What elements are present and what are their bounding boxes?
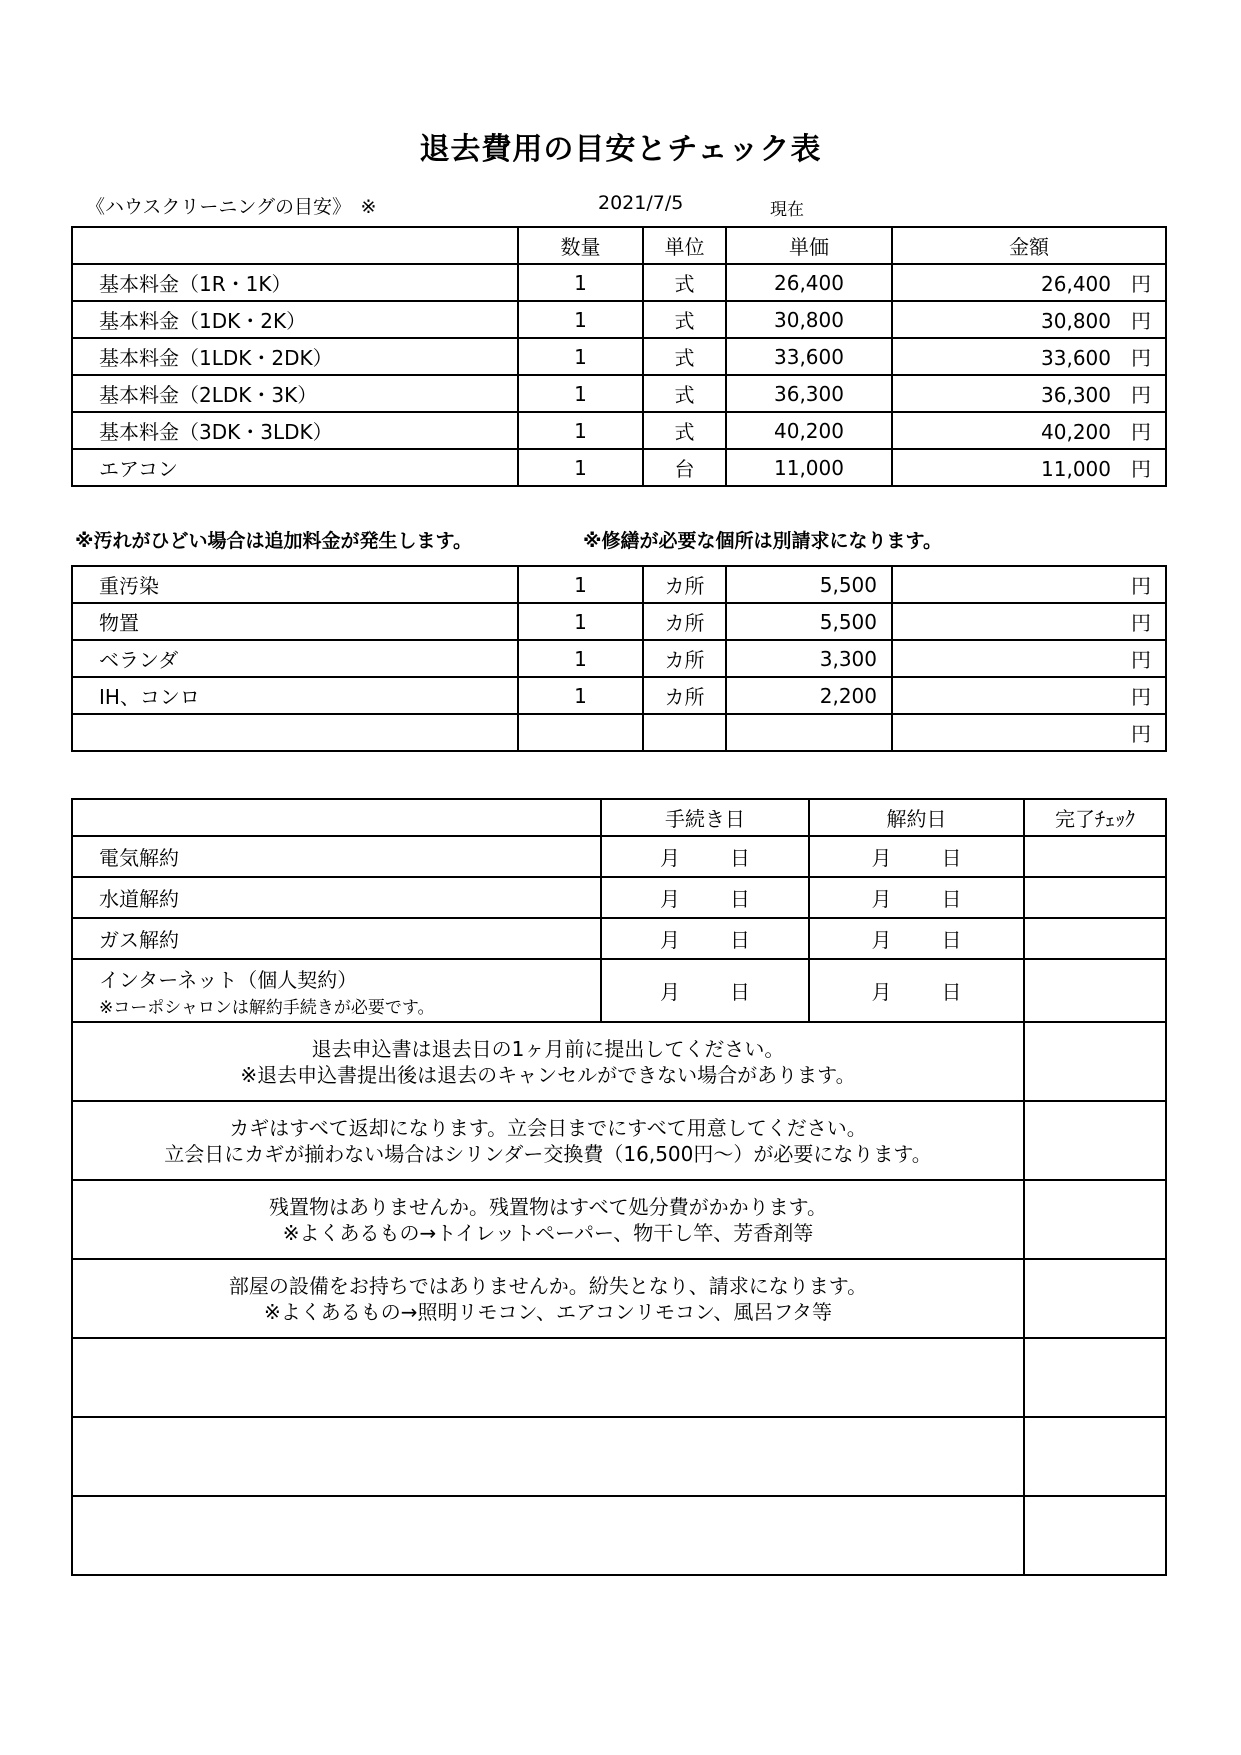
table-row [72,640,1166,677]
table-row [72,375,1166,412]
price-cell [726,714,892,751]
qty-cell [518,714,643,751]
internet-note: ※コーポシャロンは解約手続きが必要です。 [99,997,435,1018]
price-cell: 5,500 [726,603,892,640]
month-label: 月 [660,928,680,952]
header-cancel-date: 解約日 [809,799,1024,836]
yen-label: 円 [1131,648,1151,672]
item-name: 基本料金（2LDK・3K） [72,375,518,412]
yen-label: 円 [1131,383,1151,407]
yen-label: 円 [1131,309,1151,333]
table-row [72,412,1166,449]
date-text: 2021/7/5 [598,192,684,214]
item-name: 物置 [72,603,518,640]
header-cell [72,227,518,264]
page-title: 退去費用の目安とチェック表 [419,132,822,167]
message-line: カギはすべて返却になります。立会日までにすべて用意してください。 [229,1115,867,1140]
qty-cell: 1 [518,603,643,640]
yen-label: 円 [1131,457,1151,481]
item-name: エアコン [72,449,518,486]
price-cell: 2,200 [726,677,892,714]
cleaning-table [71,226,1167,487]
yen-label: 円 [1131,722,1151,746]
header-cell [72,799,601,836]
qty-cell: 1 [518,566,643,603]
section-heading: 《ハウスクリーニングの目安》 ※ [86,196,377,218]
month-label: 月 [871,928,892,952]
day-label: 日 [730,887,750,911]
price-cell: 3,300 [726,640,892,677]
message-line: ※よくあるもの→照明リモコン、エアコンリモコン、風呂フタ等 [264,1299,832,1324]
yen-label: 円 [1131,574,1151,598]
table-row [72,877,1166,918]
table-row [72,1496,1166,1575]
month-label: 月 [660,846,680,870]
amount-cell [892,412,1166,449]
amount-value: 33,600 [1041,346,1111,370]
cancel-date-cell[interactable] [809,959,1024,1022]
item-name: 基本料金（1R・1K） [72,264,518,301]
internet-item [72,959,601,1022]
price-cell: 30,800 [726,301,892,338]
unit-cell: カ所 [643,640,726,677]
procedure-date-cell[interactable] [601,877,809,918]
table-row [72,338,1166,375]
amount-value: 30,800 [1041,309,1111,333]
unit-cell: 台 [643,449,726,486]
header-qty: 数量 [518,227,643,264]
table-row [72,836,1166,877]
table-row [72,1180,1166,1259]
unit-cell: 式 [643,338,726,375]
amount-cell [892,264,1166,301]
note-extra-charge: ※汚れがひどい場合は追加料金が発生します。 [75,530,472,552]
yen-label: 円 [1131,272,1151,296]
utility-name: ガス解約 [72,918,601,959]
amount-cell [892,566,1166,603]
amount-value: 11,000 [1041,457,1111,481]
qty-cell: 1 [518,640,643,677]
message-line: 立会日にカギが揃わない場合はシリンダー交換費（16,500円～）が必要になります。 [164,1141,932,1166]
day-label: 日 [941,846,962,870]
day-label: 日 [730,928,750,952]
day-label: 日 [941,928,962,952]
amount-cell [892,449,1166,486]
done-check-cell[interactable] [1024,959,1166,1022]
item-name: IH、コンロ [72,677,518,714]
item-name: ベランダ [72,640,518,677]
header-price: 単価 [726,227,892,264]
amount-value: 26,400 [1041,272,1111,296]
qty-cell: 1 [518,677,643,714]
month-label: 月 [660,887,680,911]
done-check-cell[interactable] [1024,836,1166,877]
amount-cell [892,338,1166,375]
message-cell [72,1101,1024,1180]
day-label: 日 [941,887,962,911]
extra-table [71,565,1167,752]
done-check-cell[interactable] [1024,1417,1166,1496]
table-row [72,301,1166,338]
message-line: 残置物はありませんか。残置物はすべて処分費がかかります。 [269,1194,827,1219]
blank-message-cell[interactable] [72,1496,1024,1575]
table-row [72,1338,1166,1417]
amount-cell [892,640,1166,677]
procedure-date-cell[interactable] [601,918,809,959]
qty-cell: 1 [518,449,643,486]
price-cell: 26,400 [726,264,892,301]
day-label: 日 [730,980,750,1004]
item-name: 重汚染 [72,566,518,603]
message-line: 部屋の設備をお持ちではありませんか。紛失となり、請求になります。 [228,1273,868,1298]
table-row [72,918,1166,959]
message-cell [72,1259,1024,1338]
table-row [72,1259,1166,1338]
month-label: 月 [871,980,892,1004]
done-check-cell[interactable] [1024,1496,1166,1575]
unit-cell: 式 [643,264,726,301]
yen-label: 円 [1131,685,1151,709]
cancel-date-cell[interactable] [809,836,1024,877]
message-cell [72,1180,1024,1259]
blank-message-cell[interactable] [72,1417,1024,1496]
day-label: 日 [941,980,962,1004]
table-row [72,959,1166,1022]
table-row [72,714,1166,751]
table-row [72,1101,1166,1180]
yen-label: 円 [1131,420,1151,444]
table-row [72,677,1166,714]
month-label: 月 [871,887,892,911]
cancel-date-cell[interactable] [809,877,1024,918]
table-row [72,1022,1166,1101]
price-cell: 33,600 [726,338,892,375]
amount-cell [892,375,1166,412]
done-check-cell[interactable] [1024,1259,1166,1338]
cancel-date-cell[interactable] [809,918,1024,959]
day-label: 日 [730,846,750,870]
header-unit: 単位 [643,227,726,264]
qty-cell: 1 [518,338,643,375]
item-name: 基本料金（1LDK・2DK） [72,338,518,375]
message-cell [72,1022,1024,1101]
unit-cell: 式 [643,412,726,449]
done-check-cell[interactable] [1024,1101,1166,1180]
checklist-table [71,798,1167,1576]
header-procedure-date: 手続き日 [601,799,809,836]
month-label: 月 [871,846,892,870]
yen-label: 円 [1131,611,1151,635]
qty-cell: 1 [518,412,643,449]
utility-name: 水道解約 [72,877,601,918]
message-line: ※退去申込書提出後は退去のキャンセルができない場合があります。 [240,1062,856,1087]
table-header-row [72,799,1166,836]
month-label: 月 [660,980,680,1004]
price-cell: 40,200 [726,412,892,449]
item-name: 基本料金（3DK・3LDK） [72,412,518,449]
unit-cell: カ所 [643,566,726,603]
procedure-date-cell[interactable] [601,959,809,1022]
price-cell: 36,300 [726,375,892,412]
table-row [72,566,1166,603]
unit-cell [643,714,726,751]
qty-cell: 1 [518,301,643,338]
yen-label: 円 [1131,346,1151,370]
as-of-label: 現在 [770,200,804,220]
qty-cell: 1 [518,264,643,301]
item-name [72,714,518,751]
done-check-cell[interactable] [1024,877,1166,918]
table-header-row [72,227,1166,264]
amount-value: 40,200 [1041,420,1111,444]
table-row [72,264,1166,301]
unit-cell: 式 [643,301,726,338]
amount-cell [892,603,1166,640]
done-check-cell[interactable] [1024,918,1166,959]
table-row [72,1417,1166,1496]
header-done-check: 完了ﾁｪｯｸ [1024,799,1166,836]
done-check-cell[interactable] [1024,1180,1166,1259]
note-repair: ※修繕が必要な個所は別請求になります。 [583,530,942,552]
unit-cell: カ所 [643,603,726,640]
unit-cell: カ所 [643,677,726,714]
unit-cell: 式 [643,375,726,412]
blank-message-cell[interactable] [72,1338,1024,1417]
utility-name: 電気解約 [72,836,601,877]
header-amount: 金額 [892,227,1166,264]
amount-cell [892,301,1166,338]
message-line: ※よくあるもの→トイレットペーパー、物干し竿、芳香剤等 [282,1220,814,1245]
price-cell: 11,000 [726,449,892,486]
qty-cell: 1 [518,375,643,412]
message-line: 退去申込書は退去日の1ヶ月前に提出してください。 [311,1036,785,1061]
item-name: 基本料金（1DK・2K） [72,301,518,338]
table-row [72,449,1166,486]
amount-cell [892,714,1166,751]
internet-label: インターネット（個人契約） [99,967,358,992]
done-check-cell[interactable] [1024,1338,1166,1417]
table-row [72,603,1166,640]
amount-cell [892,677,1166,714]
procedure-date-cell[interactable] [601,836,809,877]
done-check-cell[interactable] [1024,1022,1166,1101]
price-cell: 5,500 [726,566,892,603]
amount-value: 36,300 [1041,383,1111,407]
